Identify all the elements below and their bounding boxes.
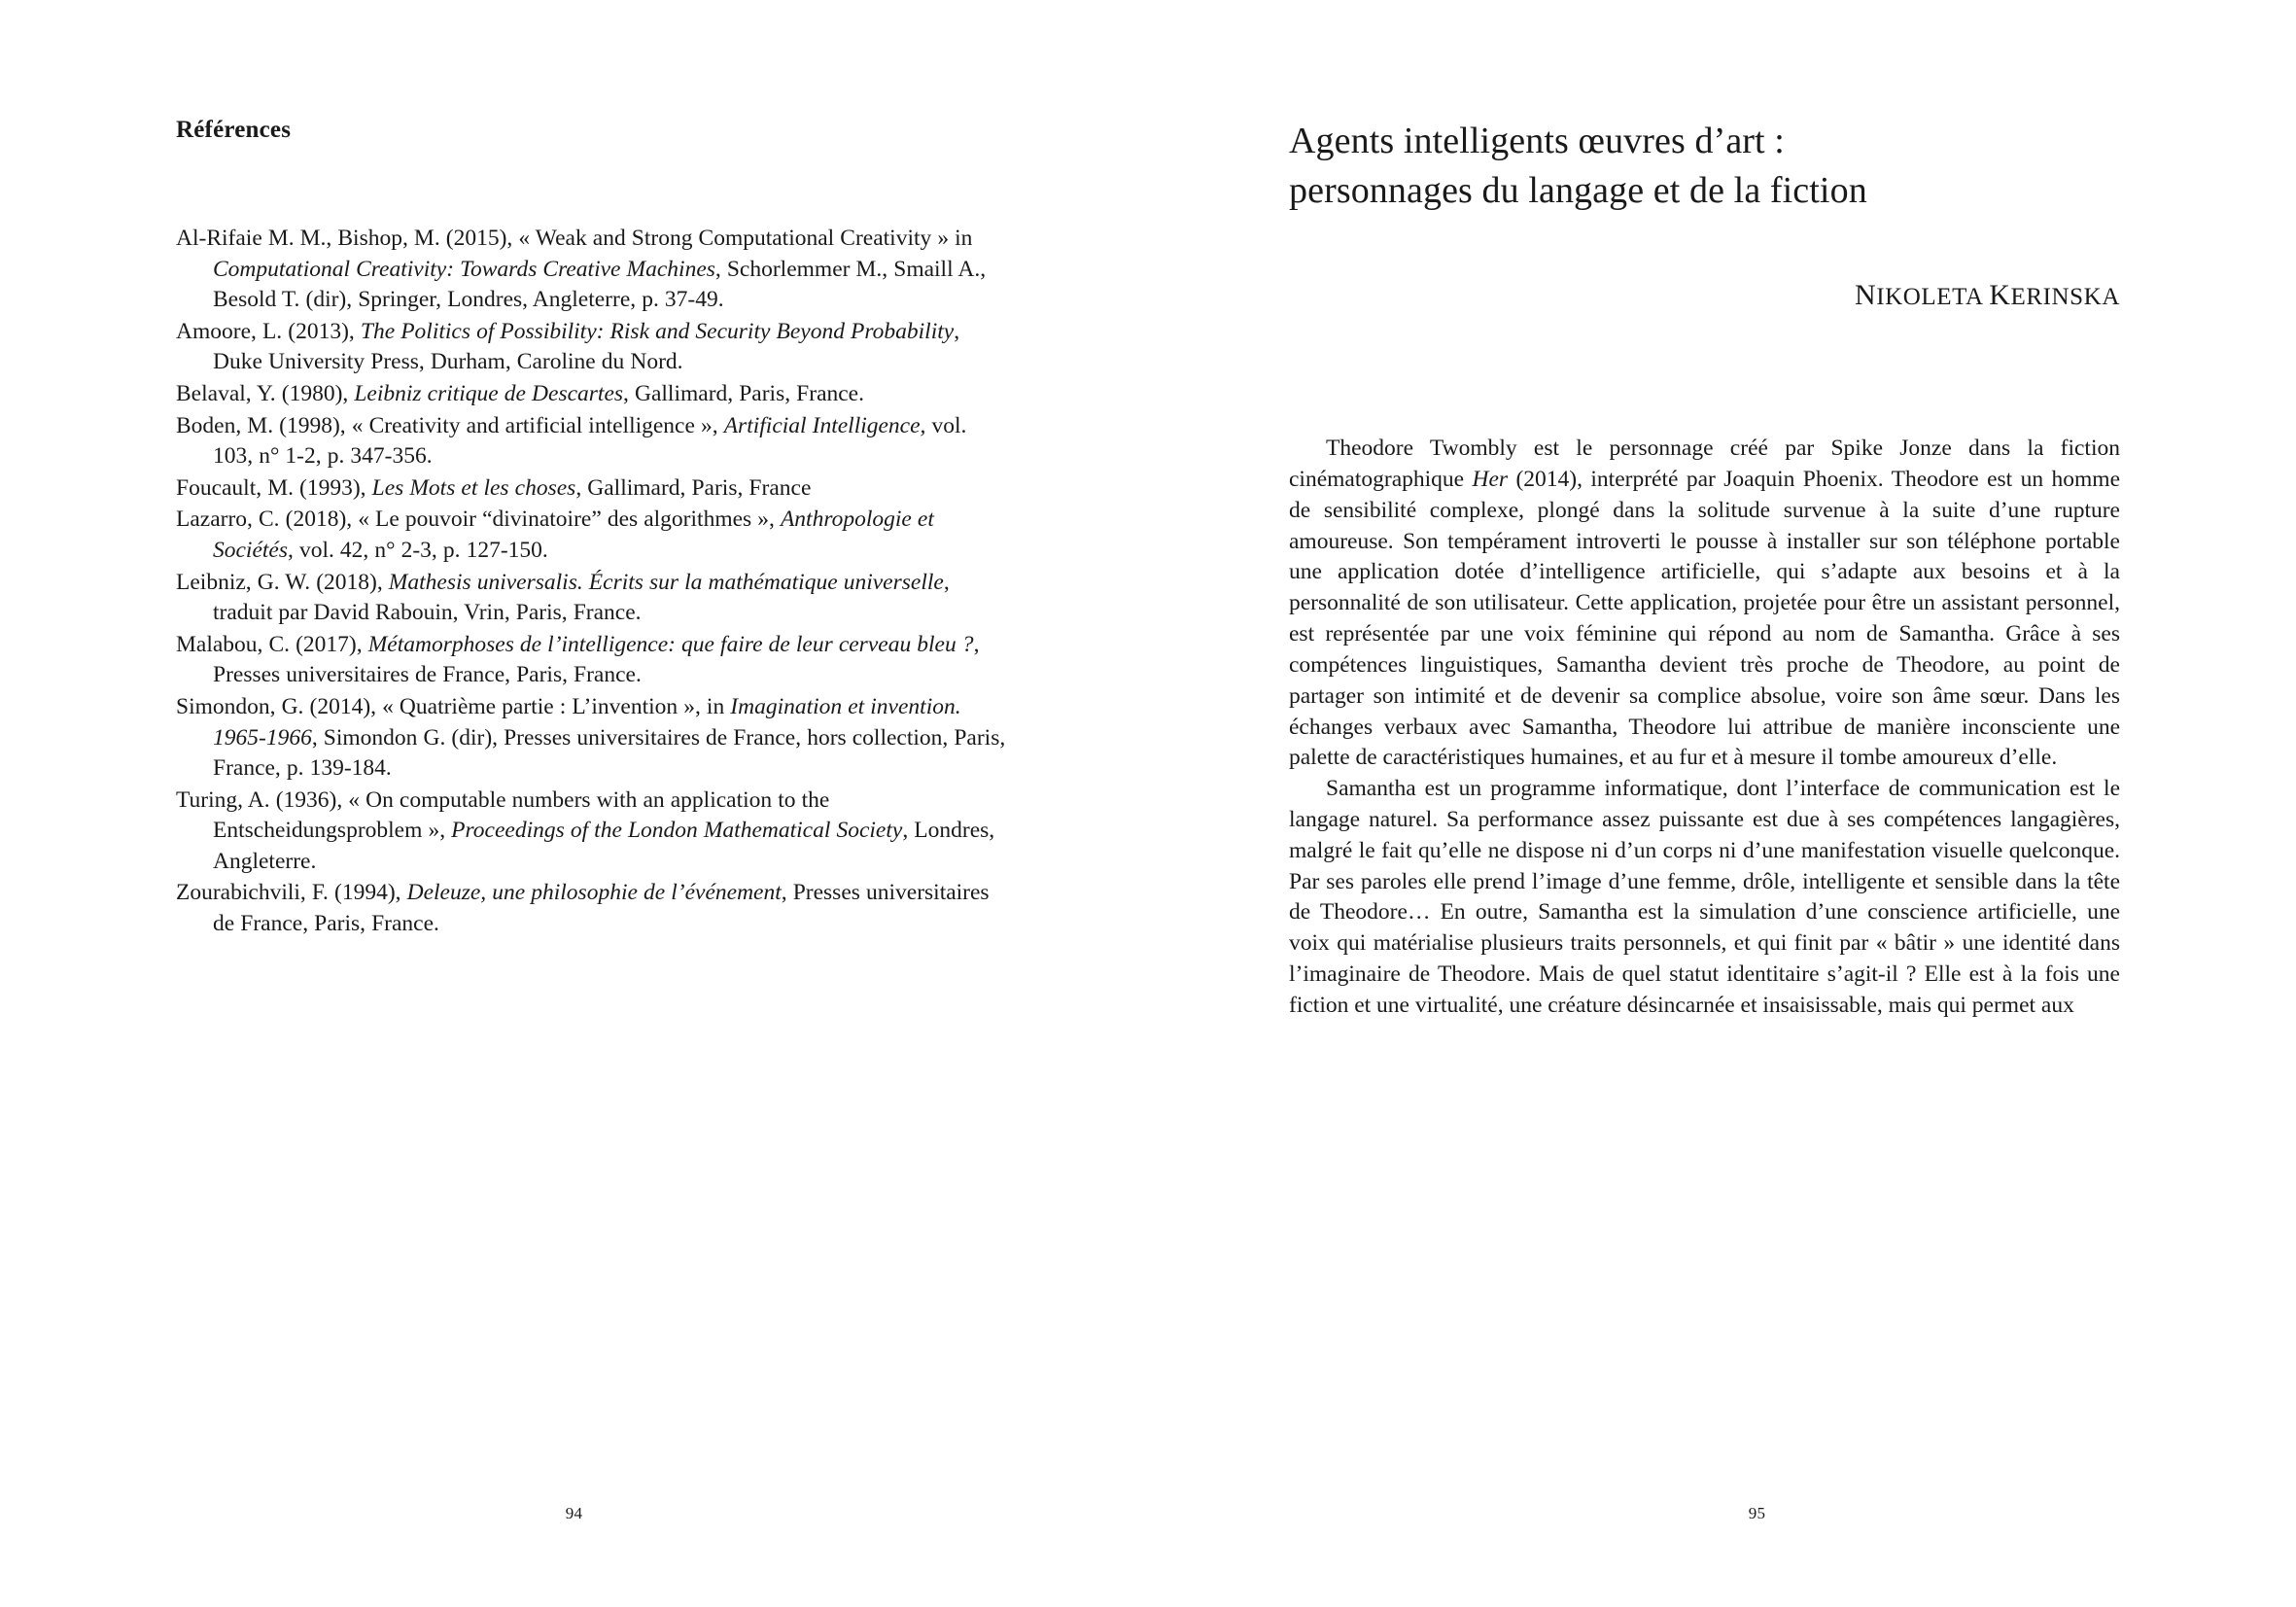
text-run: (2014), interprété par Joaquin Phoenix. Theodore est un homme de sensibilité complexe, plongé dans la solitude survenue à la suite d’une rupture amoureuse. Son tempérament introverti le pousse à installer sur son téléphone portable une application dotée d’intelligence artificielle, qui s’adapte aux besoins et à la personnalité de son utilisateur. Cette application, projetée pour être un assistant personnel, est représentée par une voix féminine qui répond au nom de Samantha. Grâce à ses compétences linguistiques, Samantha devient très proche de Theodore, au point de partager son intimité et de devenir sa complice absolue, voire son âme sœur. Dans les échanges verbaux avec Samantha, Theodore lui attribue de manière inconsciente une palette de caractéristiques humaines, et au fur et à mesure il tombe amoureux d’elle. bbox=[1289, 466, 2120, 771]
author-initial: K bbox=[1989, 279, 2011, 312]
text-run: Simondon, G. (2014), « Quatrième partie : L’invention », in bbox=[176, 693, 731, 719]
chapter-title-line-2: personnages du langage et de la fiction bbox=[1289, 169, 1867, 211]
italic-run: Imagination et invention. 1965-1966 bbox=[213, 693, 961, 751]
reference-entry bbox=[176, 568, 1007, 629]
italic-run: Computational Creativity: Towards Creative Machines bbox=[213, 256, 715, 282]
italic-run: Proceedings of the London Mathematical Society bbox=[451, 818, 903, 844]
references-list bbox=[176, 224, 1007, 940]
author-initial: N bbox=[1854, 279, 1877, 312]
text-run: , Schorlemmer M., Smaill A., Besold T. (dir), Springer, Londres, Angleterre, p. 37-49. bbox=[213, 256, 987, 313]
text-run: Foucault, M. (1993), bbox=[176, 474, 372, 501]
references-heading: Références bbox=[176, 117, 292, 143]
reference-entry bbox=[176, 692, 1007, 785]
text-run: Amoore, L. (2013), bbox=[176, 318, 361, 344]
italic-run: The Politics of Possibility: Risk and Security Beyond Probability bbox=[360, 318, 955, 344]
text-run: Belaval, Y. (1980), bbox=[176, 380, 355, 406]
text-run: vol. 103, n° 1-2, p. 347-356. bbox=[213, 412, 967, 470]
author-smallcaps: ERINSKA bbox=[2010, 284, 2120, 311]
chapter-author bbox=[1289, 279, 2120, 312]
reference-entry bbox=[176, 505, 1007, 566]
text-run: Theodore Twombly est le personnage créé par Spike Jonze dans la fiction cinématographique bbox=[1289, 436, 2120, 492]
italic-run: Artificial Intelligence, bbox=[723, 412, 926, 438]
text-run: , Presses universitaires de France, Paris, France. bbox=[213, 880, 990, 937]
text-run: , traduit par David Rabouin, Vrin, Paris, France. bbox=[213, 569, 950, 626]
text-run: Malabou, C. (2017), bbox=[176, 631, 368, 657]
text-run: , Gallimard, Paris, France. bbox=[623, 380, 864, 406]
text-run: Leibniz, G. W. (2018), bbox=[176, 569, 389, 595]
text-run: , Londres, Angleterre. bbox=[213, 818, 995, 874]
italic-run: Leibniz critique de Descartes bbox=[354, 380, 624, 406]
reference-entry bbox=[176, 224, 1007, 316]
text-run: Samantha est un programme informatique, dont l’interface de communication est le langage naturel. Sa performance assez puissante est due à ses compétences langagières, malgré le fait qu’elle ne dispose ni d’un corps ni d’une manifestation visuelle quelconque. Par ses paroles elle prend l’image d’une femme, drôle, intelligente et sensible dans la tête de Theodore… En outre, Samantha est la simulation d’une conscience artificielle, une voix qui matérialise plusieurs traits personnels, et qui finit par « bâtir » une identité dans l’imaginaire de Theodore. Mais de quel statut identitaire s’agit-il ? Elle est à la fois une fiction et une virtualité, une créature désincarnée et insaisissable, mais qui permet aux bbox=[1289, 776, 2120, 1018]
text-run: Lazarro, C. (2018), « Le pouvoir “divinatoire” des algorithmes », bbox=[176, 507, 781, 533]
italic-run: Anthropologie et Sociétés bbox=[213, 507, 934, 563]
reference-entry bbox=[176, 317, 1007, 378]
text-run: Boden, M. (1998), « Creativity and artificial intelligence », bbox=[176, 412, 724, 438]
author-smallcaps: IKOLETA bbox=[1876, 284, 1983, 311]
reference-entry bbox=[176, 786, 1007, 878]
text-run: , Simondon G. (dir), Presses universitaires de France, hors collection, Paris, France, p. 139-184. bbox=[213, 724, 1006, 782]
text-run: , Duke University Press, Durham, Caroline du Nord. bbox=[213, 318, 960, 375]
chapter-title bbox=[1289, 117, 2120, 215]
reference-entry bbox=[176, 379, 1007, 410]
chapter-title-line-1: Agents intelligents œuvres d’art : bbox=[1289, 121, 1785, 161]
body-paragraph bbox=[1289, 434, 2120, 774]
reference-entry bbox=[176, 878, 1007, 939]
reference-entry bbox=[176, 630, 1007, 691]
italic-run: Her bbox=[1472, 466, 1509, 492]
body-paragraph bbox=[1289, 774, 2120, 1022]
right-page bbox=[1148, 0, 2296, 1607]
italic-run: Les Mots et les choses bbox=[371, 474, 576, 501]
text-run: , Gallimard, Paris, France bbox=[575, 474, 812, 501]
text-run: , vol. 42, n° 2-3, p. 127-150. bbox=[288, 537, 548, 563]
text-run: Turing, A. (1936), « On computable numbers with an application to the Entscheidungsproblem », bbox=[176, 786, 830, 844]
reference-entry bbox=[176, 473, 1007, 505]
italic-run: Métamorphoses de l’intelligence: que faire de leur cerveau bleu ? bbox=[367, 631, 974, 657]
page-number-left: 94 bbox=[565, 1504, 583, 1522]
page-number-right: 95 bbox=[1748, 1504, 1766, 1522]
text-run: Zourabichvili, F. (1994), bbox=[176, 880, 407, 906]
text-run: , Presses universitaires de France, Paris, France. bbox=[213, 631, 980, 688]
italic-run: Mathesis universalis. Écrits sur la mathématique universelle bbox=[388, 569, 944, 595]
text-run: Al-Rifaie M. M., Bishop, M. (2015), « Weak and Strong Computational Creativity » in bbox=[176, 226, 973, 251]
italic-run: Deleuze, une philosophie de l’événement bbox=[406, 880, 782, 906]
reference-entry bbox=[176, 411, 1007, 472]
chapter-body bbox=[1289, 434, 2120, 1022]
